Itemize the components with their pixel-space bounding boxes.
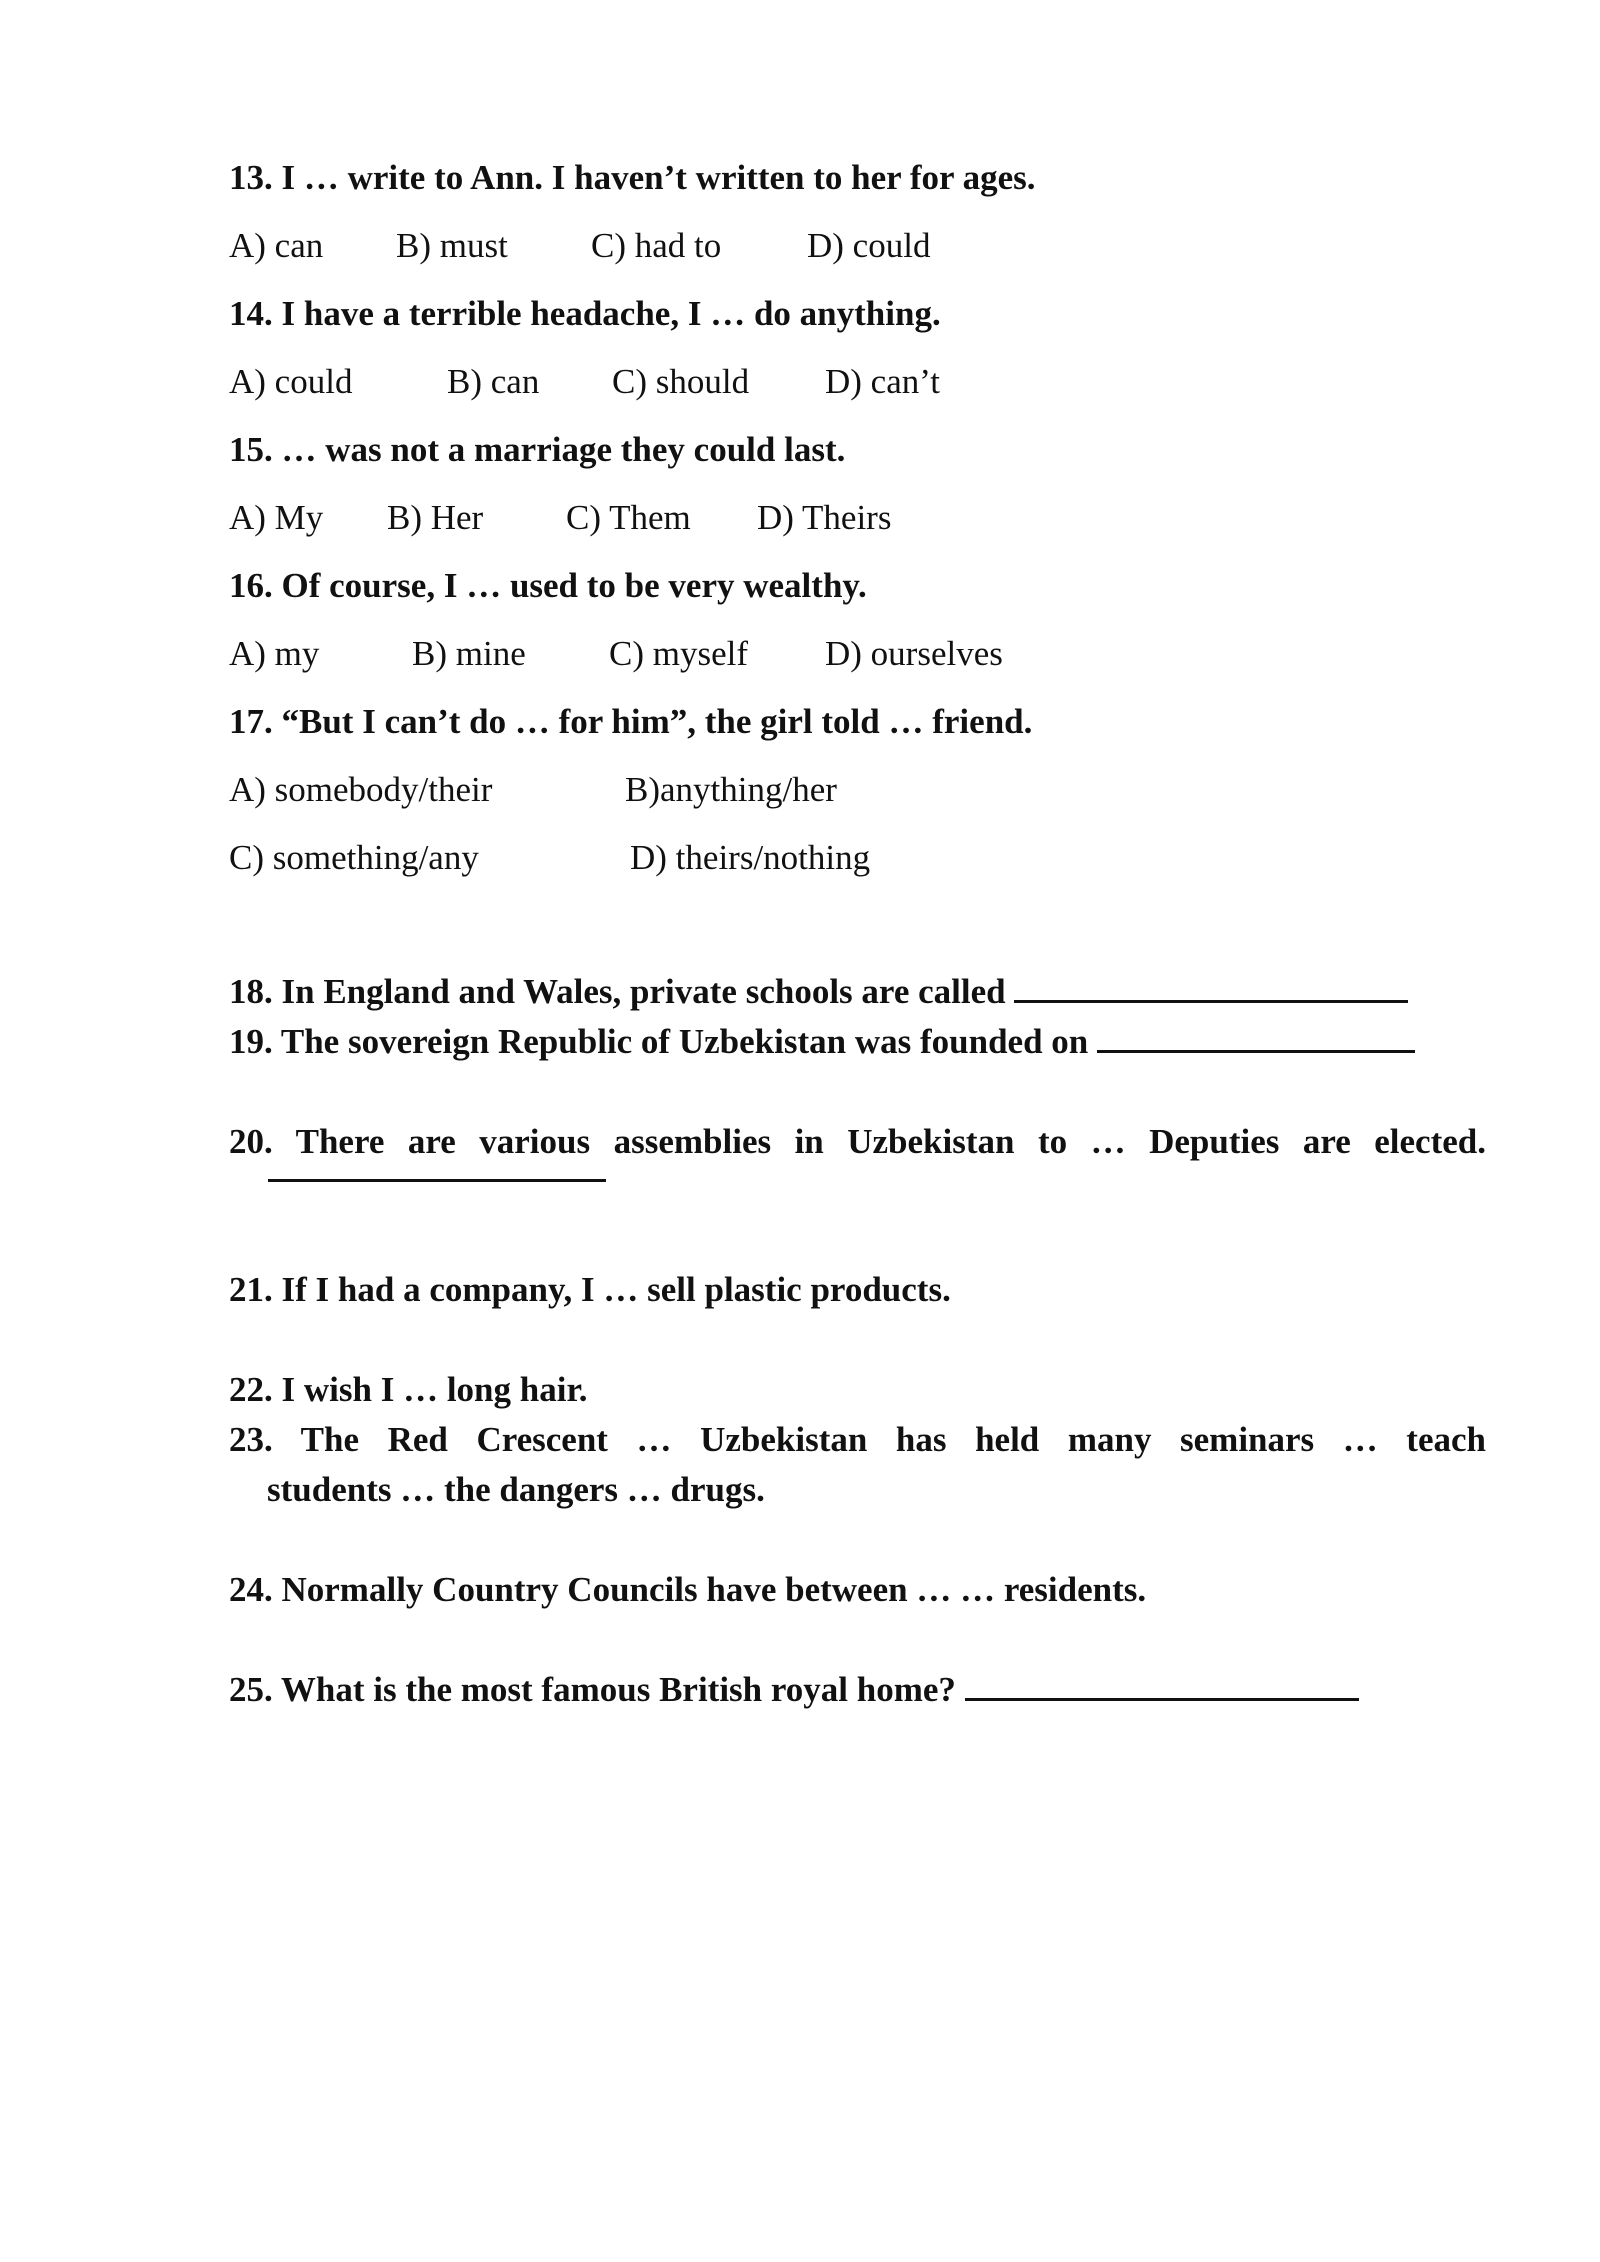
answer-blank-19 — [1097, 1020, 1415, 1053]
q16-option-c: C) myself — [609, 634, 749, 673]
q15-option-c: C) Them — [566, 498, 691, 537]
question-14: 14. I have a terrible headache, I … do anything. — [229, 294, 941, 333]
q14-option-a: A) could — [229, 362, 353, 401]
q16-option-a: A) my — [229, 634, 320, 673]
q16-option-b: B) mine — [412, 634, 526, 673]
question-20: 20. There are various assemblies in Uzbekistan to … Deputies are elected. — [229, 1122, 1486, 1161]
question-22: 22. I wish I … long hair. — [229, 1370, 588, 1409]
q15-option-a: A) My — [229, 498, 324, 537]
q14-option-c: C) should — [612, 362, 750, 401]
q13-option-c: C) had to — [591, 226, 722, 265]
q15-option-b: B) Her — [387, 498, 484, 537]
question-23-line-2: students … the dangers … drugs. — [267, 1470, 765, 1509]
question-25 — [229, 1668, 1359, 1712]
q17-option-a: A) somebody/their — [229, 770, 493, 809]
question-23-line-1: 23. The Red Crescent … Uzbekistan has held many seminars … teach — [229, 1420, 1486, 1459]
question-16: 16. Of course, I … used to be very wealthy. — [229, 566, 867, 605]
q17-option-d: D) theirs/nothing — [630, 838, 871, 877]
q14-option-b: B) can — [447, 362, 540, 401]
q14-option-d: D) can’t — [825, 362, 940, 401]
answer-blank-25 — [965, 1668, 1359, 1701]
q13-option-a: A) can — [229, 226, 324, 265]
q13-option-d: D) could — [807, 226, 931, 265]
question-17: 17. “But I can’t do … for him”, the girl told … friend. — [229, 702, 1033, 741]
question-21: 21. If I had a company, I … sell plastic products. — [229, 1270, 951, 1309]
answer-blank-18 — [1014, 970, 1408, 1003]
q17-option-b: B)anything/her — [625, 770, 837, 809]
q13-option-b: B) must — [396, 226, 508, 265]
question-24: 24. Normally Country Councils have between … … residents. — [229, 1570, 1147, 1609]
answer-blank-20 — [268, 1179, 606, 1182]
q15-option-d: D) Theirs — [757, 498, 892, 537]
question-18-text: 18. In England and Wales, private schools are called — [229, 972, 1006, 1011]
question-19 — [229, 1020, 1415, 1064]
question-13: 13. I … write to Ann. I haven’t written to her for ages. — [229, 158, 1036, 197]
question-25-text: 25. What is the most famous British royal home? — [229, 1670, 956, 1709]
q17-option-c: C) something/any — [229, 838, 479, 877]
question-15: 15. … was not a marriage they could last. — [229, 430, 846, 469]
q16-option-d: D) ourselves — [825, 634, 1003, 673]
question-18 — [229, 970, 1408, 1014]
question-19-text: 19. The sovereign Republic of Uzbekistan was founded on — [229, 1022, 1089, 1061]
